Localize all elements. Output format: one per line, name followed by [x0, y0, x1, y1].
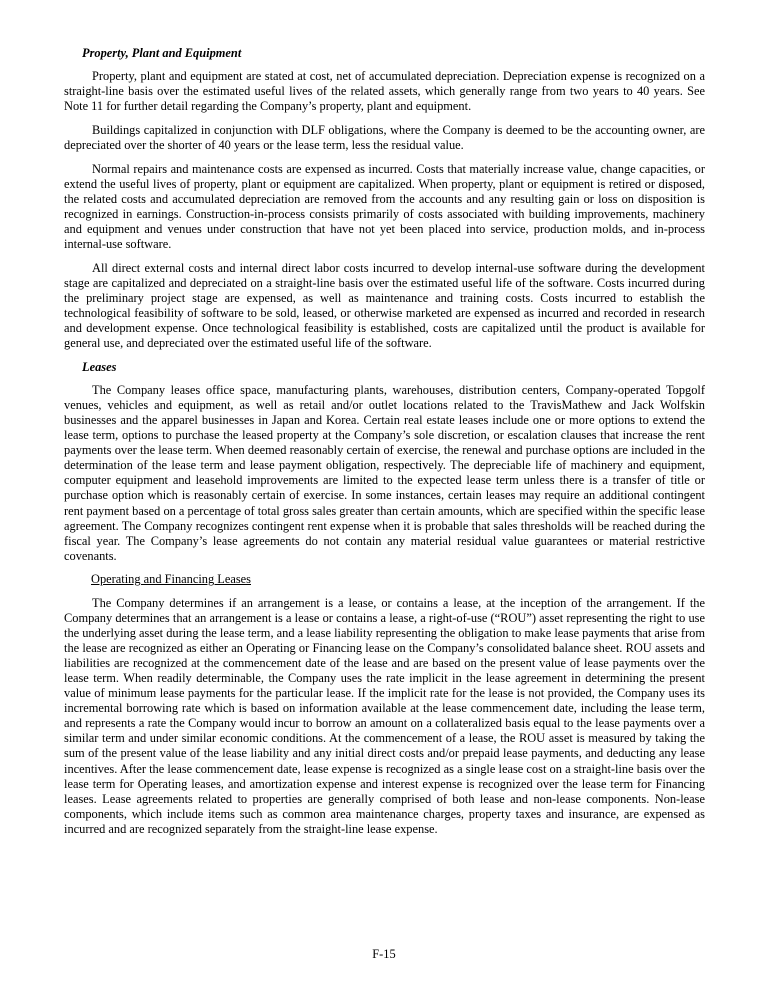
heading-property-plant-equipment: Property, Plant and Equipment: [82, 46, 242, 60]
subheading-operating-financing-leases: Operating and Financing Leases: [91, 572, 251, 587]
paragraph-ppe-3: Normal repairs and maintenance costs are expensed as incurred. Costs that materially increase value, change capacities, or extend the useful lives of property, plant or equipment are capitalized. When property, plant or equipment is retired or disposed, the related costs and accumulated depreciation are removed from the accounts and any resulting gain or loss on disposition is recognized in earnings. Construction-in-process consists primarily of costs associated with building improvements, machinery and equipment and venues under construction that have not yet been placed into service, production molds, and in-process internal-use software.: [64, 161, 705, 252]
heading-leases: Leases: [82, 359, 117, 374]
page-number: F-15: [372, 946, 396, 961]
paragraph-ppe-2: Buildings capitalized in conjunction with DLF obligations, where the Company is deemed to be the accounting owner, are depreciated over the shorter of 40 years or the lease term, less the residual value.: [64, 122, 705, 152]
document-content: [64, 46, 705, 846]
paragraph-ppe-1: Property, plant and equipment are stated at cost, net of accumulated depreciation. Depreciation expense is recognized on a straight-line basis over the estimated useful lives of the related assets, which generally range from two years to 40 years. See Note 11 for further detail regarding the Company’s property, plant and equipment.: [64, 69, 705, 114]
paragraph-leases-1: The Company leases office space, manufacturing plants, warehouses, distribution centers, Company-operated Topgolf venues, vehicles and equipment, as well as retail and/or outlet locations related to the TravisMathew and Jack Wolfskin businesses and the apparel businesses in Japan and Korea. Certain real estate leases include one or more options to extend the lease term, options to purchase the leased property at the Company’s sole discretion, or escalation clauses that increase the rent payments over the lease term. When deemed reasonably certain of exercise, the renewal and purchase options are included in the determination of the lease term and lease payment obligation, respectively. The depreciable life of machinery and equipment, computer equipment and leasehold improvements are limited to the expected lease term unless there is a transfer of title or purchase option which is reasonably certain of exercise. In some instances, certain leases may require an additional contingent rent payment based on a percentage of total gross sales greater than certain amounts, which are specified within the specific lease agreement. The Company recognizes contingent rent expense when it is probable that sales thresholds will be reached during the fiscal year. The Company’s lease agreements do not contain any material residual value guarantees or material restrictive covenants.: [64, 382, 705, 563]
paragraph-ppe-4: All direct external costs and internal direct labor costs incurred to develop internal-use software during the development stage are capitalized and depreciated on a straight-line basis over the estimated useful life of the software. Costs incurred during the preliminary project stage are expensed, as well as maintenance and training costs. Costs incurred to establish the technological feasibility of software to be sold, leased, or otherwise marketed are expensed as incurred and recorded in research and development expense. Once technological feasibility is established, costs are capitalized until the product is available for general use, and depreciated over the estimated useful life of the software.: [64, 260, 705, 351]
paragraph-operating-financing-1: The Company determines if an arrangement is a lease, or contains a lease, at the inception of the arrangement. If the Company determines that an arrangement is a lease or contains a lease, a right-of-use (“ROU”) asset representing the right to use the underlying asset during the lease term, and a lease liability representing the obligation to make lease payments that arise from the lease are recognized as either an Operating or Financing lease on the Company’s consolidated balance sheet. ROU assets and liabilities are recognized at the commencement date of the lease and are based on the present value of lease payments over the lease term. When readily determinable, the Company uses the rate implicit in the lease agreement in determining the present value of minimum lease payments for the particular lease. If the implicit rate for the lease is not provided, the Company uses its incremental borrowing rate which is based on information available at the lease commencement date, including the lease term, and represents a rate the Company would incur to borrow an amount on a collateralized basis equal to the lease payments over a similar term and under similar economic conditions. At the commencement of a lease, the ROU asset is measured by taking the sum of the present value of the lease liability and any initial direct costs and/or prepaid lease payments, and deducting any lease incentives. After the lease commencement date, lease expense is recognized as a single lease cost on a straight-line basis over the lease term for Operating leases, and amortization expense and interest expense is recognized over the lease term for Financing leases. Lease agreements related to properties are generally comprised of both lease and non-lease components. Non-lease components, which include items such as common area maintenance charges, property taxes and insurance, are expensed as incurred and are recognized separately from the straight-line lease expense.: [64, 595, 706, 836]
